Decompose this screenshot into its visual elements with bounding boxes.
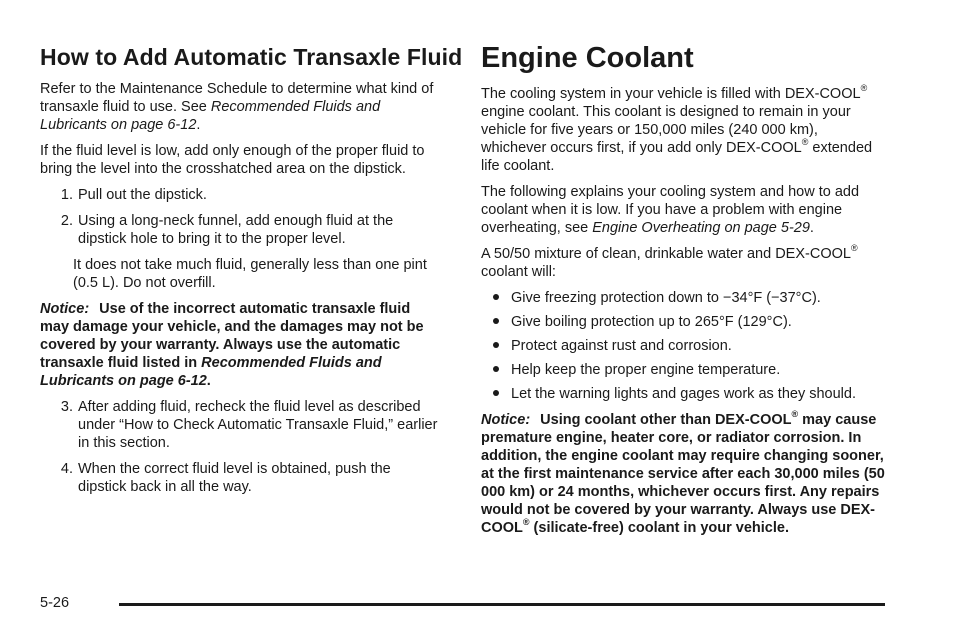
text: engine coolant. This coolant is designed to remain in your vehicle for five years or 150,000 miles (240 000 km), whichever occurs first, if you add only DEX-COOL <box>481 104 851 156</box>
step-number: 2. <box>60 213 73 229</box>
step-4 <box>40 460 440 496</box>
list-item-text: Protect against rust and corrosion. <box>511 338 732 354</box>
step-number: 3. <box>60 399 73 415</box>
bullet-icon <box>493 366 499 372</box>
text: extended life coolant. <box>481 140 873 174</box>
registered-mark: ® <box>850 243 858 254</box>
step-text: When the correct fluid level is obtained, push the dipstick back in all the way. <box>78 461 391 495</box>
registered-mark: ® <box>522 517 530 528</box>
list-item-text: Give freezing protection down to −34°F (−37°C). <box>511 290 821 306</box>
list-item <box>493 289 886 307</box>
registered-mark: ® <box>801 137 809 148</box>
step-text: Pull out the dipstick. <box>78 187 207 203</box>
bullet-icon <box>493 294 499 300</box>
intro-paragraph <box>40 80 440 134</box>
coolant-intro-paragraph <box>481 85 886 175</box>
text: The cooling system in your vehicle is filled with DEX-COOL <box>481 86 861 102</box>
bullet-icon <box>493 342 499 348</box>
step-3 <box>40 398 440 452</box>
text: A 50/50 mixture of clean, drinkable water and DEX-COOL <box>481 246 851 262</box>
footer-divider <box>119 603 885 606</box>
notice-text: (silicate-free) coolant in your vehicle. <box>529 520 789 536</box>
list-item <box>493 337 886 355</box>
intro-reference: Recommended Fluids and Lubricants on page 6-12 <box>40 99 381 133</box>
list-item <box>493 385 886 403</box>
fluid-level-paragraph: If the fluid level is low, add only enough of the proper fluid to bring the level into the crosshatched area on the dipstick. <box>40 143 425 177</box>
notice-label: Notice: <box>40 301 90 317</box>
mixture-paragraph <box>481 245 886 281</box>
list-item-text: Give boiling protection up to 265°F (129°C). <box>511 314 792 330</box>
notice-text: Using coolant other than DEX-COOL <box>540 412 792 428</box>
left-body <box>40 80 440 504</box>
coolant-notice <box>481 411 886 537</box>
bullet-icon <box>493 318 499 324</box>
intro-text: Refer to the Maintenance Schedule to determine what kind of transaxle fluid to use. See <box>40 81 434 115</box>
bullet-icon <box>493 390 499 396</box>
step-text: After adding fluid, recheck the fluid level as described under “How to Check Automatic Transaxle Fluid,” earlier in this section. <box>78 399 438 451</box>
step-text: Using a long-neck funnel, add enough fluid at the dipstick hole to bring it to the proper level. <box>78 213 394 247</box>
right-body <box>481 85 886 545</box>
step-2-note: It does not take much fluid, generally less than one pint (0.5 L). Do not overfill. <box>73 257 427 291</box>
notice-reference: Recommended Fluids and Lubricants on page 6-12 <box>40 355 382 389</box>
step-number: 4. <box>60 461 73 477</box>
list-item-text: Help keep the proper engine temperature. <box>511 362 781 378</box>
step-2 <box>40 212 440 248</box>
section-heading-engine-coolant: Engine Coolant <box>481 42 694 74</box>
section-heading-transaxle-fluid: How to Add Automatic Transaxle Fluid <box>40 44 463 70</box>
overheating-reference: Engine Overheating on page 5-29 <box>592 220 810 236</box>
step-1 <box>40 186 440 204</box>
text: The following explains your cooling system and how to add coolant when it is low. If you have a problem with engine overheating, see <box>481 184 860 236</box>
text: coolant will: <box>481 264 556 280</box>
text: . <box>809 220 814 236</box>
list-item <box>493 361 886 379</box>
list-item <box>493 313 886 331</box>
transaxle-notice <box>40 300 440 390</box>
notice-end: . <box>206 373 211 389</box>
registered-mark: ® <box>791 409 799 420</box>
notice-text: may cause premature engine, heater core, or radiator corrosion. In addition, the engine coolant may require changing sooner, at the first maintenance service after each 30,000 miles (50 000 km) or 24 months, whichever occurs first. Any repairs would not be covered by your warranty. Always use DEX-COOL <box>481 412 885 536</box>
notice-text: Use of the incorrect automatic transaxle fluid may damage your vehicle, and the damages may not be covered by your warranty. Always use the automatic transaxle fluid listed in <box>40 301 424 371</box>
list-item-text: Let the warning lights and gages work as they should. <box>511 386 856 402</box>
coolant-benefits-list <box>481 289 886 403</box>
intro-end: . <box>196 117 201 133</box>
cooling-system-paragraph <box>481 183 886 237</box>
step-number: 1. <box>60 187 73 203</box>
registered-mark: ® <box>860 83 868 94</box>
page-number: 5-26 <box>40 595 70 611</box>
notice-label: Notice: <box>481 412 531 428</box>
